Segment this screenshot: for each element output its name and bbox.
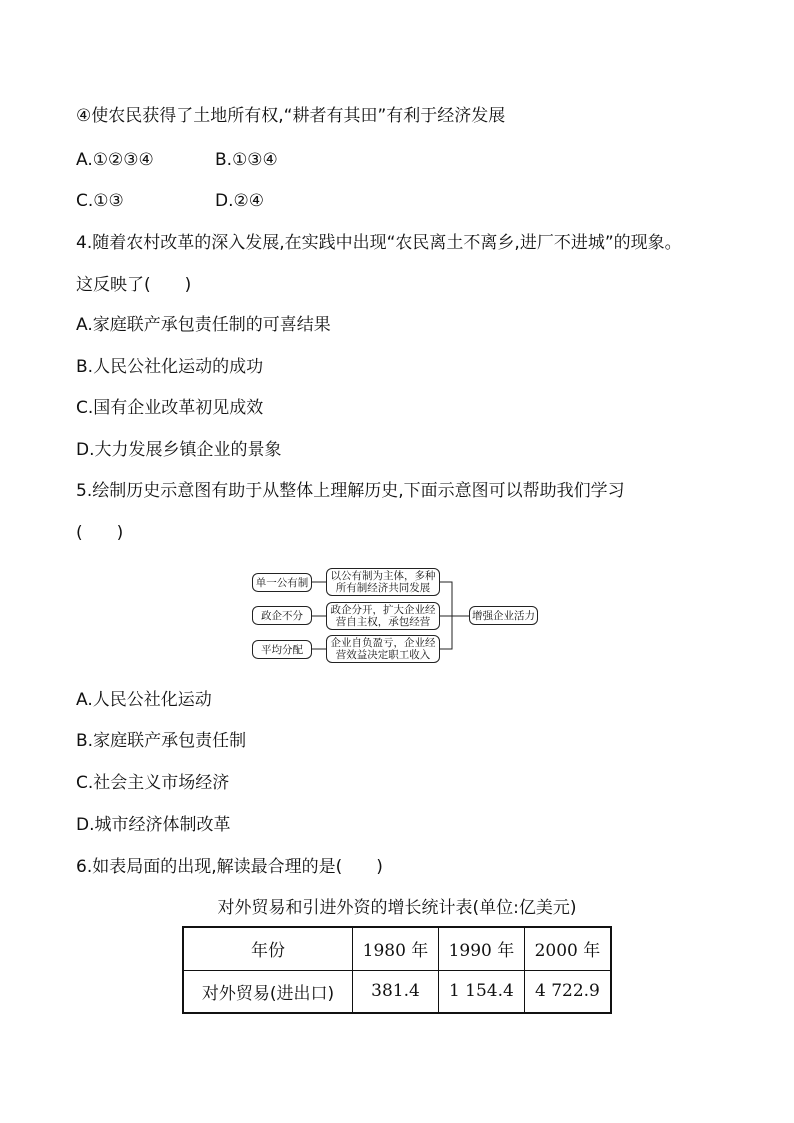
diagram-left-3: 平均分配 bbox=[252, 640, 312, 659]
q3-choice-c[interactable]: C.①③ bbox=[76, 191, 124, 211]
header-2000: 2000 年 bbox=[524, 927, 611, 970]
q4-choice-c[interactable]: C.国有企业改革初见成效 bbox=[76, 398, 264, 418]
q5-stem-line1: 5.绘制历史示意图有助于从整体上理解历史,下面示意图可以帮助我们学习 bbox=[76, 481, 625, 501]
q3-choice-a[interactable]: A.①②③④ bbox=[76, 150, 154, 170]
reform-diagram bbox=[250, 566, 542, 664]
diagram-right: 增强企业活力 bbox=[469, 606, 538, 625]
diagram-middle-1-line2: 所有制经济共同发展 bbox=[335, 582, 431, 594]
trade-stats-table bbox=[182, 926, 612, 1014]
diagram-middle-1 bbox=[326, 568, 440, 596]
diagram-middle-2-line1: 政企分开，扩大企业经 bbox=[330, 604, 436, 616]
q6-stem: 6.如表局面的出现,解读最合理的是( ) bbox=[76, 857, 383, 877]
q5-choice-c[interactable]: C.社会主义市场经济 bbox=[76, 773, 230, 793]
row-label: 对外贸易(进出口) bbox=[183, 970, 353, 1013]
q5-choice-a[interactable]: A.人民公社化运动 bbox=[76, 690, 212, 710]
header-1980: 1980 年 bbox=[353, 927, 439, 970]
diagram-middle-2 bbox=[326, 602, 440, 630]
q5-choice-d[interactable]: D.城市经济体制改革 bbox=[76, 815, 231, 835]
table-header-row bbox=[183, 927, 611, 970]
diagram-middle-1-line1: 以公有制为主体，多种 bbox=[330, 570, 436, 582]
diagram-middle-2-line2: 营自主权，承包经营 bbox=[335, 616, 431, 628]
value-1990: 1 154.4 bbox=[438, 970, 524, 1013]
value-2000: 4 722.9 bbox=[524, 970, 611, 1013]
diagram-left-1: 单一公有制 bbox=[252, 573, 312, 592]
value-1980: 381.4 bbox=[353, 970, 439, 1013]
header-year: 年份 bbox=[183, 927, 353, 970]
q3-choices-row2 bbox=[76, 189, 264, 213]
table-title: 对外贸易和引进外资的增长统计表(单位:亿美元) bbox=[217, 898, 577, 918]
q5-choice-b[interactable]: B.家庭联产承包责任制 bbox=[76, 731, 247, 751]
diagram-left-2: 政企不分 bbox=[252, 606, 312, 625]
q5-stem-line2: ( ) bbox=[76, 523, 124, 543]
diagram-middle-3-line2: 营效益决定职工收入 bbox=[335, 649, 431, 661]
header-1990: 1990 年 bbox=[438, 927, 524, 970]
q4-choice-d[interactable]: D.大力发展乡镇企业的景象 bbox=[76, 440, 282, 460]
q4-stem-line1: 4.随着农村改革的深入发展,在实践中出现“农民离土不离乡,进厂不进城”的现象。 bbox=[76, 233, 682, 253]
q4-stem-line2: 这反映了( ) bbox=[76, 275, 192, 295]
table-row-trade bbox=[183, 970, 611, 1013]
q3-option-4-text: ④使农民获得了土地所有权,“耕者有其田”有利于经济发展 bbox=[76, 106, 506, 126]
q4-choice-a[interactable]: A.家庭联产承包责任制的可喜结果 bbox=[76, 315, 331, 335]
q4-choice-b[interactable]: B.人民公社化运动的成功 bbox=[76, 357, 264, 377]
diagram-middle-3 bbox=[326, 635, 440, 663]
q3-choices-row1 bbox=[76, 148, 278, 172]
q3-choice-b[interactable]: B.①③④ bbox=[215, 150, 278, 170]
q3-choice-d[interactable]: D.②④ bbox=[215, 191, 264, 211]
diagram-middle-3-line1: 企业自负盈亏，企业经 bbox=[330, 637, 436, 649]
